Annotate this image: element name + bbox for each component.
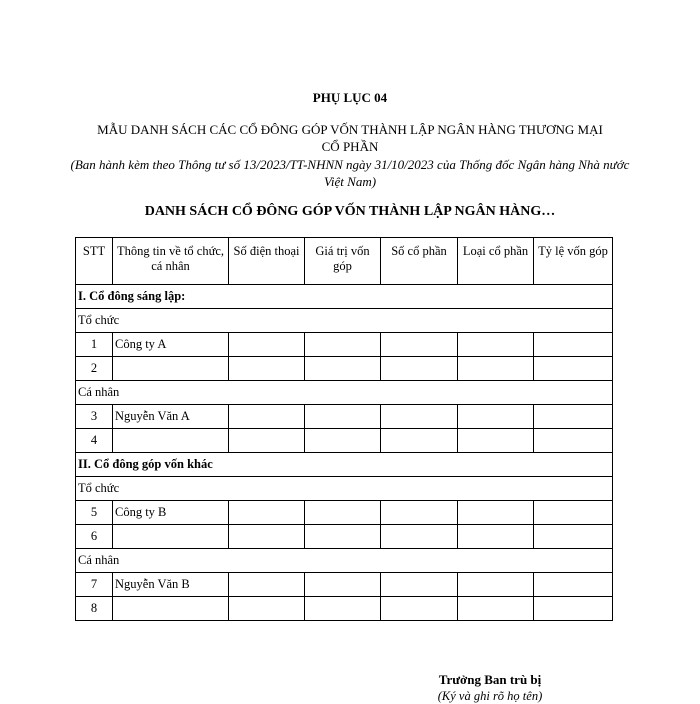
row-stt: 2	[76, 357, 113, 381]
group-row	[76, 309, 613, 333]
cell	[305, 501, 381, 525]
cell	[534, 333, 613, 357]
section-row	[76, 285, 613, 309]
table-row	[76, 501, 613, 525]
cell	[305, 405, 381, 429]
cell	[458, 525, 534, 549]
cell	[458, 333, 534, 357]
document-title: MẪU DANH SÁCH CÁC CỔ ĐÔNG GÓP VỐN THÀNH LẬP NGÂN HÀNG THƯƠNG MẠI CỔ PHẦN	[97, 122, 603, 154]
cell	[534, 357, 613, 381]
cell	[229, 597, 305, 621]
cell	[534, 429, 613, 453]
appendix-label: PHỤ LỤC 04	[312, 90, 388, 105]
header-stt: STT	[76, 238, 113, 285]
cell	[458, 573, 534, 597]
cell	[534, 525, 613, 549]
cell	[458, 597, 534, 621]
document-subtitle: (Ban hành kèm theo Thông tư số 13/2023/TT-NHNN ngày 31/10/2023 của Thống đốc Ngân hàng Nhà nước Việt Nam)	[70, 157, 630, 189]
table-row	[76, 525, 613, 549]
cell	[229, 525, 305, 549]
row-name	[113, 429, 229, 453]
header-phone: Số điện thoại	[229, 238, 305, 285]
header-value: Giá trị vốn góp	[305, 238, 381, 285]
header-share-type: Loại cổ phần	[458, 238, 534, 285]
row-name	[113, 525, 229, 549]
row-name: Nguyễn Văn A	[113, 405, 229, 429]
cell	[534, 501, 613, 525]
row-name: Nguyễn Văn B	[113, 573, 229, 597]
table-row	[76, 429, 613, 453]
table-row	[76, 573, 613, 597]
cell	[534, 573, 613, 597]
group-row	[76, 549, 613, 573]
cell	[381, 525, 458, 549]
row-stt: 1	[76, 333, 113, 357]
row-stt: 8	[76, 597, 113, 621]
group-individual: Cá nhân	[76, 381, 613, 405]
cell	[381, 429, 458, 453]
cell	[229, 405, 305, 429]
list-heading: DANH SÁCH CỔ ĐÔNG GÓP VỐN THÀNH LẬP NGÂN HÀNG…	[144, 204, 556, 219]
header-info: Thông tin về tổ chức, cá nhân	[113, 238, 229, 285]
row-stt: 3	[76, 405, 113, 429]
group-row	[76, 477, 613, 501]
cell	[458, 357, 534, 381]
cell	[381, 405, 458, 429]
table-row	[76, 405, 613, 429]
cell	[381, 597, 458, 621]
row-name	[113, 597, 229, 621]
table-row	[76, 333, 613, 357]
cell	[534, 405, 613, 429]
section-founders: I. Cổ đông sáng lập:	[76, 285, 613, 309]
cell	[229, 333, 305, 357]
cell	[229, 573, 305, 597]
cell	[458, 405, 534, 429]
row-stt: 7	[76, 573, 113, 597]
group-individual: Cá nhân	[76, 549, 613, 573]
group-organization: Tổ chức	[76, 309, 613, 333]
shareholder-table	[75, 237, 613, 621]
row-stt: 6	[76, 525, 113, 549]
section-other: II. Cổ đông góp vốn khác	[76, 453, 613, 477]
table-row	[76, 357, 613, 381]
cell	[229, 429, 305, 453]
row-stt: 4	[76, 429, 113, 453]
signer-title: Trưởng Ban trù bị	[438, 672, 542, 687]
group-row	[76, 381, 613, 405]
cell	[458, 429, 534, 453]
cell	[381, 357, 458, 381]
cell	[305, 525, 381, 549]
cell	[305, 333, 381, 357]
cell	[381, 573, 458, 597]
cell	[458, 501, 534, 525]
cell	[305, 573, 381, 597]
section-row	[76, 453, 613, 477]
cell	[305, 357, 381, 381]
cell	[381, 501, 458, 525]
signer-note: (Ký và ghi rõ họ tên)	[437, 689, 543, 703]
cell	[305, 597, 381, 621]
cell	[534, 597, 613, 621]
row-name: Công ty A	[113, 333, 229, 357]
header-shares: Số cổ phần	[381, 238, 458, 285]
cell	[305, 429, 381, 453]
table-header-row	[76, 238, 613, 285]
cell	[229, 501, 305, 525]
row-name	[113, 357, 229, 381]
cell	[381, 333, 458, 357]
header-ratio: Tỷ lệ vốn góp	[534, 238, 613, 285]
row-stt: 5	[76, 501, 113, 525]
table-row	[76, 597, 613, 621]
group-organization: Tổ chức	[76, 477, 613, 501]
row-name: Công ty B	[113, 501, 229, 525]
cell	[229, 357, 305, 381]
